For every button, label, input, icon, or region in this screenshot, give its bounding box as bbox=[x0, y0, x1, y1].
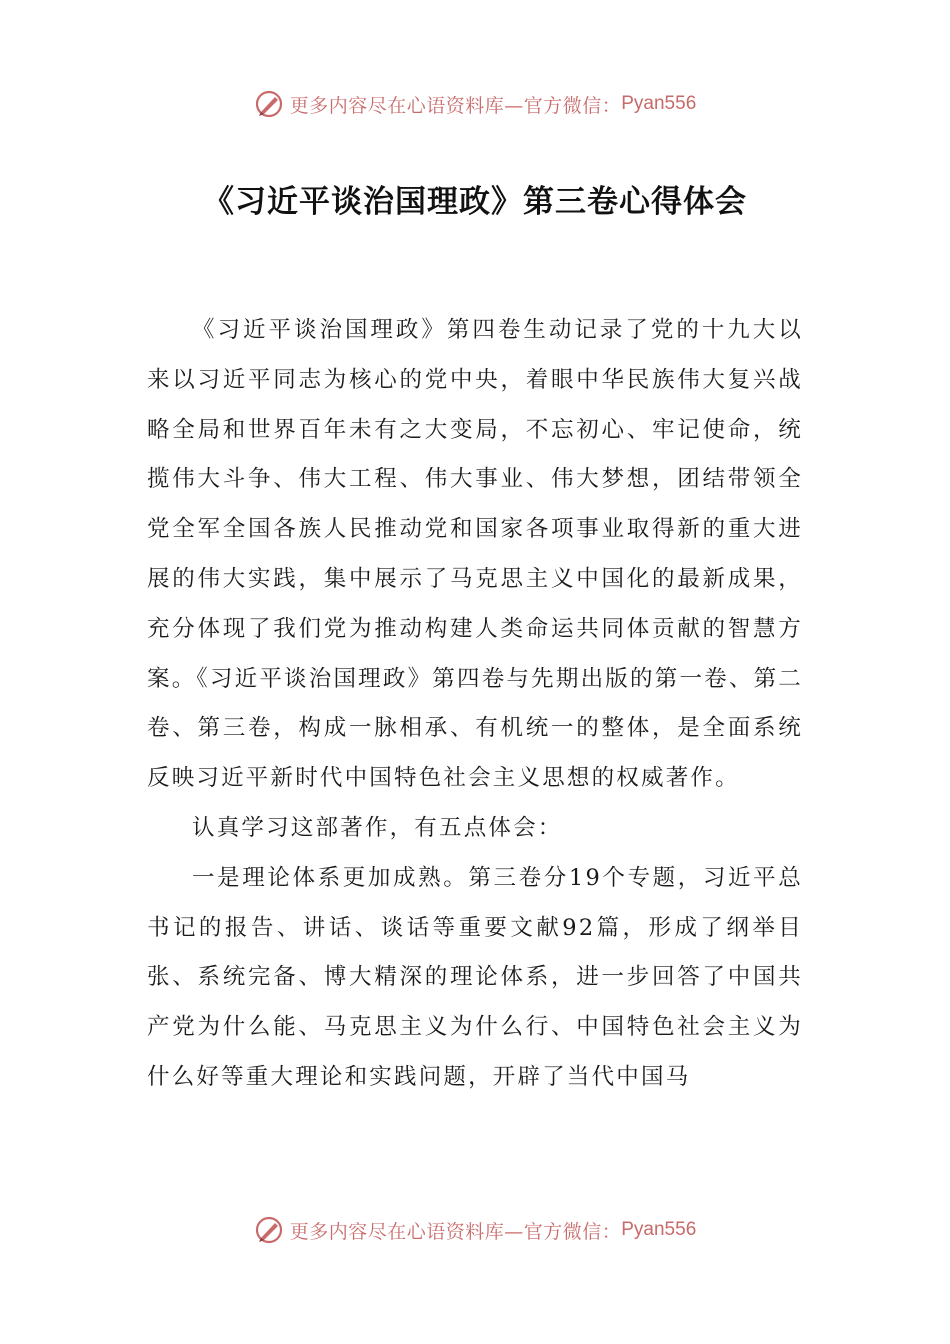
paragraph-point-one: 一是理论体系更加成熟。第三卷分19个专题，习近平总书记的报告、讲话、谈话等重要文献92篇，形成了纲举目张、系统完备、博大精深的理论体系，进一步回答了中国共产党为什么能、马克思主义为什么行、中国特色社会主义为什么好等重大理论和实践问题，开辟了当代中国马 bbox=[147, 864, 803, 1090]
footer-watermark bbox=[0, 1212, 950, 1248]
watermark-text: 更多内容尽在心语资料库—官方微信： bbox=[289, 94, 622, 117]
watermark-text: 更多内容尽在心语资料库—官方微信： bbox=[289, 1220, 622, 1243]
pen-seal-icon bbox=[254, 1215, 284, 1245]
paragraph-summary: 认真学习这部著作，有五点体会： bbox=[192, 814, 563, 841]
watermark-wechat-id: Pyan556 bbox=[621, 1219, 697, 1240]
pen-seal-icon bbox=[254, 89, 284, 119]
paragraph-intro: 《习近平谈治国理政》第四卷生动记录了党的十九大以来以习近平同志为核心的党中央，着眼中华民族伟大复兴战略全局和世界百年未有之大变局，不忘初心、牢记使命，统揽伟大斗争、伟大工程、伟大事业、伟大梦想，团结带领全党全军全国各族人民推动党和国家各项事业取得新的重大进展的伟大实践，集中展示了马克思主义中国化的最新成果，充分体现了我们党为推动构建人类命运共同体贡献的智慧方案。《习近平谈治国理政》第四卷与先期出版的第一卷、第二卷、第三卷，构成一脉相承、有机统一的整体，是全面系统反映习近平新时代中国特色社会主义思想的权威著作。 bbox=[147, 317, 803, 792]
document-title: 《习近平谈治国理政》第三卷心得体会 bbox=[203, 184, 747, 220]
header-watermark bbox=[0, 86, 950, 122]
document-body bbox=[147, 306, 803, 1103]
watermark-wechat-id: Pyan556 bbox=[621, 93, 697, 114]
